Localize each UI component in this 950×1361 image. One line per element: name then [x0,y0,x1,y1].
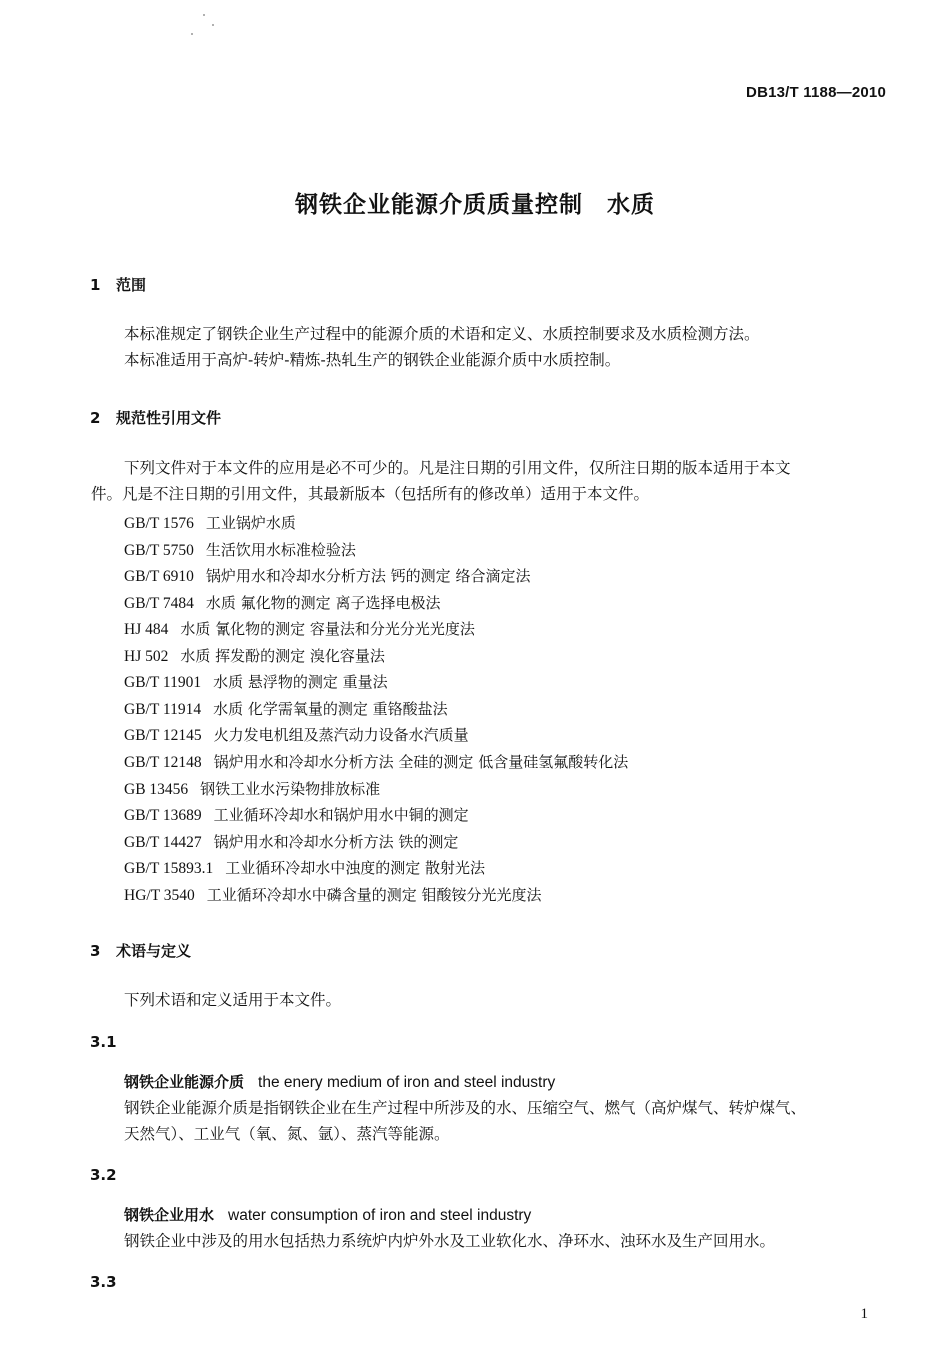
reference-code: GB/T 6910 [124,568,194,585]
term-definition: 钢铁企业中涉及的用水包括热力系统炉内炉外水及工业软化水、净环水、浊环水及生产回用水。 [124,1232,776,1250]
reference-item [124,592,440,613]
reference-code: GB/T 12145 [124,727,202,744]
reference-code: GB/T 13689 [124,807,202,824]
standard-code: DB13/T 1188—2010 [746,84,886,101]
reference-code: GB/T 12148 [124,754,202,771]
reference-title: 锅炉用水和冷却水分析方法 铁的测定 [213,833,459,851]
reference-title: 生活饮用水标准检验法 [205,541,356,559]
references-intro-continued: 件。凡是不注日期的引用文件，其最新版本（包括所有的修改单）适用于本文件。 [91,485,650,503]
reference-item [124,565,530,586]
reference-item [124,831,458,852]
reference-code: GB 13456 [124,781,189,798]
scan-speck [212,24,214,26]
reference-title: 水质 悬浮物的测定 重量法 [213,673,388,691]
reference-item [124,645,385,666]
reference-title: 水质 氟化物的测定 离子选择电极法 [205,594,441,612]
reference-item [124,884,542,905]
term-chinese: 钢铁企业能源介质 [124,1073,245,1091]
references-intro: 下列文件对于本文件的应用是必不可少的。凡是注日期的引用文件，仅所注日期的版本适用于本文 [124,459,791,477]
reference-title: 钢铁工业水污染物排放标准 [200,780,381,798]
section-heading-references [90,407,221,428]
reference-code: GB/T 15893.1 [124,860,214,877]
section-heading-terms [90,940,191,961]
section-title: 规范性引用文件 [116,409,222,427]
reference-title: 锅炉用水和冷却水分析方法 全硅的测定 低含量硅氢氟酸转化法 [213,753,629,771]
section-number: 3 [90,942,101,960]
reference-item [124,539,356,560]
subsection-number: 3.1 [90,1033,117,1051]
reference-code: HJ 502 [124,648,169,665]
term-chinese: 钢铁企业用水 [124,1206,215,1224]
terms-intro: 下列术语和定义适用于本文件。 [124,991,342,1009]
reference-title: 工业锅炉水质 [205,514,296,532]
reference-code: GB/T 1576 [124,515,194,532]
reference-title: 水质 氰化物的测定 容量法和分光分光光度法 [180,620,475,638]
reference-title: 工业循环冷却水中浊度的测定 散射光法 [225,859,486,877]
section-heading-scope [90,274,146,295]
reference-code: HG/T 3540 [124,887,195,904]
reference-title: 工业循环冷却水和锅炉用水中铜的测定 [213,806,469,824]
reference-code: HJ 484 [124,621,169,638]
reference-title: 火力发电机组及蒸汽动力设备水汽质量 [213,726,469,744]
term-english: the enery medium of iron and steel industry [258,1074,556,1091]
reference-item [124,512,296,533]
reference-title: 水质 挥发酚的测定 溴化容量法 [180,647,385,665]
page-number: 1 [860,1306,868,1322]
section-title: 术语与定义 [116,942,192,960]
section-title: 范围 [116,276,147,294]
section-number: 2 [90,409,101,427]
reference-code: GB/T 7484 [124,595,194,612]
reference-title: 锅炉用水和冷却水分析方法 钙的测定 络合滴定法 [205,567,531,585]
scope-paragraph: 本标准适用于高炉-转炉-精炼-热轧生产的钢铁企业能源介质中水质控制。 [124,351,621,369]
reference-code: GB/T 14427 [124,834,202,851]
reference-item [124,724,469,745]
scope-paragraph: 本标准规定了钢铁企业生产过程中的能源介质的术语和定义、水质控制要求及水质检测方法。 [124,325,760,343]
term-english: water consumption of iron and steel industry [228,1207,532,1224]
reference-item [124,804,469,825]
reference-item [124,778,380,799]
term-definition-continued: 天然气）、工业气（氧、氮、氩）、蒸汽等能源。 [124,1125,450,1143]
reference-code: GB/T 11914 [124,701,202,718]
reference-item [124,698,448,719]
section-number: 1 [90,276,101,294]
reference-item [124,857,485,878]
scan-speck [191,33,193,35]
reference-code: GB/T 5750 [124,542,194,559]
reference-item [124,751,628,772]
term-entry [124,1071,555,1092]
reference-code: GB/T 11901 [124,674,202,691]
reference-item [124,618,475,639]
scan-speck [203,14,205,16]
subsection-number: 3.2 [90,1166,117,1184]
document-title: 钢铁企业能源介质质量控制 水质 [295,192,655,218]
subsection-number: 3.3 [90,1273,117,1291]
reference-title: 工业循环冷却水中磷含量的测定 钼酸铵分光光度法 [206,886,542,904]
term-entry [124,1204,531,1225]
term-definition: 钢铁企业能源介质是指钢铁企业在生产过程中所涉及的水、压缩空气、燃气（高炉煤气、转炉煤气、 [124,1099,807,1117]
reference-item [124,671,388,692]
reference-title: 水质 化学需氧量的测定 重铬酸盐法 [213,700,448,718]
